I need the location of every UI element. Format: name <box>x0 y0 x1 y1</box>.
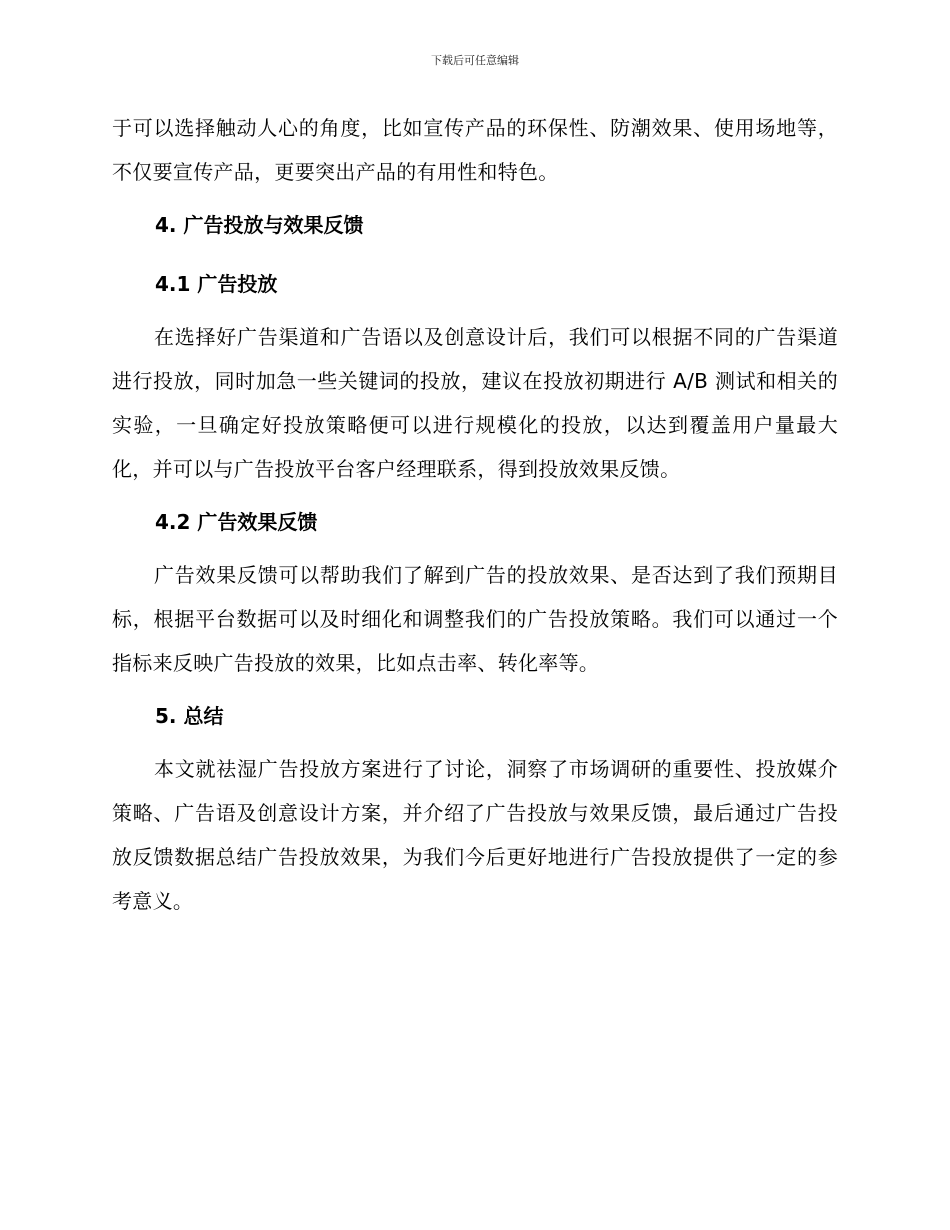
paragraph-section-4-1: 在选择好广告渠道和广告语以及创意设计后，我们可以根据不同的广告渠道进行投放，同时加急一些关键词的投放，建议在投放初期进行 A/B 测试和相关的实验，一旦确定好投放策略便可以进行规模化的投放，以达到覆盖用户量最大化，并可以与广告投放平台客户经理联系，得到投放效果反馈。 <box>112 325 838 481</box>
document-body <box>112 106 838 923</box>
paragraph-section-5: 本文就祛湿广告投放方案进行了讨论，洞察了市场调研的重要性、投放媒介策略、广告语及创意设计方案，并介绍了广告投放与效果反馈，最后通过广告投放反馈数据总结广告投放效果，为我们今后更好地进行广告投放提供了一定的参考意义。 <box>112 757 838 913</box>
paragraph-section-4-2: 广告效果反馈可以帮助我们了解到广告的投放效果、是否达到了我们预期目标，根据平台数据可以及时细化和调整我们的广告投放策略。我们可以通过一个指标来反映广告投放的效果，比如点击率、转化率等。 <box>112 563 838 675</box>
heading-section-5: 5. 总结 <box>155 704 224 728</box>
paragraph-intro-continuation: 于可以选择触动人心的角度，比如宣传产品的环保性、防潮效果、使用场地等，不仅要宣传产品，更要突出产品的有用性和特色。 <box>112 116 838 184</box>
heading-section-4-2: 4.2 广告效果反馈 <box>155 510 318 534</box>
heading-section-4: 4. 广告投放与效果反馈 <box>155 213 364 237</box>
page-header: 下载后可任意编辑 <box>431 54 519 67</box>
heading-section-4-1: 4.1 广告投放 <box>155 272 278 296</box>
